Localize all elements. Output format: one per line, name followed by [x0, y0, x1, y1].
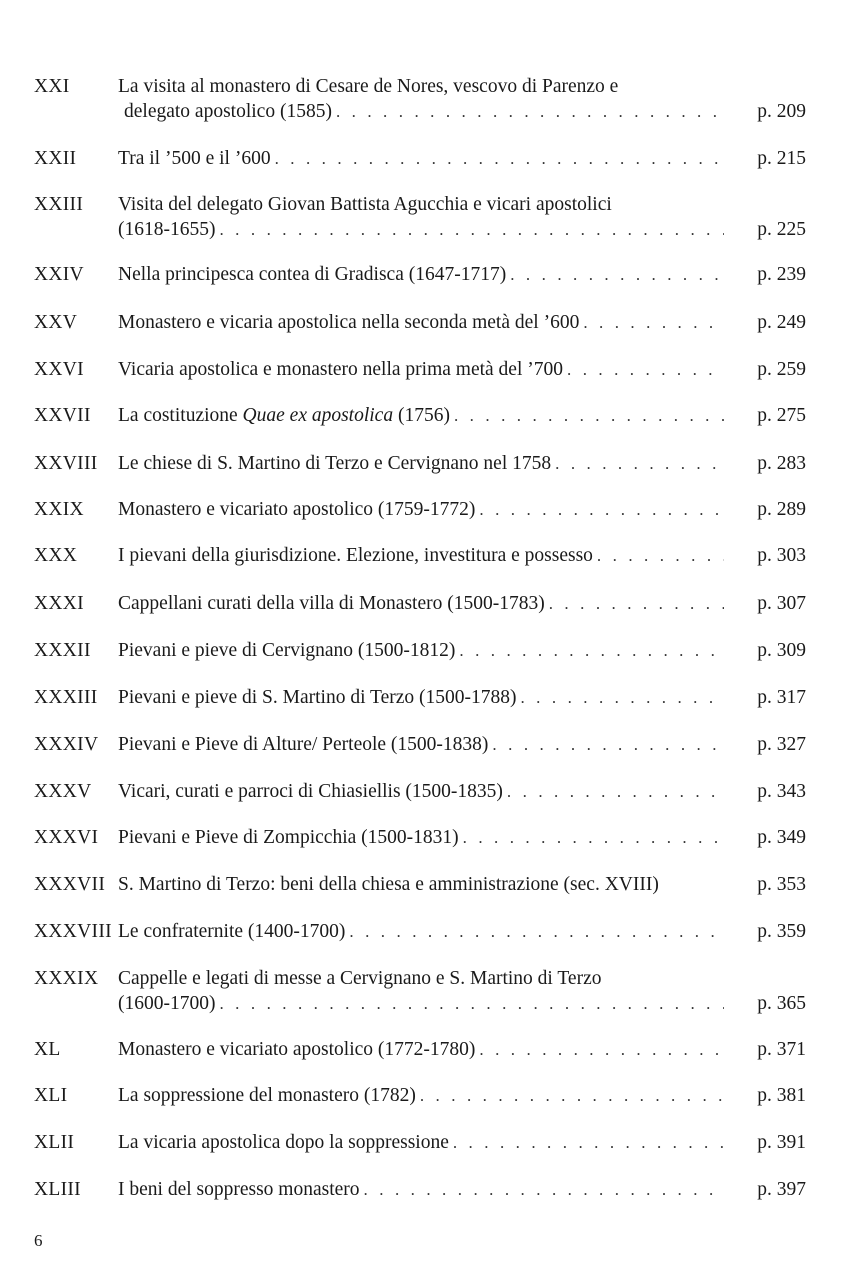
chapter-title [118, 1083, 806, 1108]
page-reference: p. 303 [757, 545, 806, 566]
chapter-number: XXXI [34, 593, 84, 614]
chapter-title [118, 919, 806, 944]
dot-leader [555, 451, 724, 476]
chapter-title [118, 451, 806, 476]
chapter-title-line: Monastero e vicariato apostolico (1759-1772) [118, 499, 476, 520]
chapter-title-line: La vicaria apostolica dopo la soppressione [118, 1132, 449, 1153]
chapter-title [118, 638, 806, 663]
page-reference: p. 275 [757, 405, 806, 426]
chapter-title-line: Pievani e pieve di S. Martino di Terzo (1500-1788) [118, 687, 517, 708]
dot-leader [479, 1037, 724, 1062]
chapter-number: XXIX [34, 499, 84, 520]
dot-leader [567, 357, 724, 382]
chapter-title [118, 779, 806, 804]
page-reference: p. 249 [757, 312, 806, 333]
page-reference: p. 381 [757, 1085, 806, 1106]
dot-leader [507, 779, 724, 804]
chapter-title-line: Cappellani curati della villa di Monastero (1500-1783) [118, 593, 545, 614]
chapter-title [118, 685, 806, 710]
chapter-number: XLIII [34, 1179, 81, 1200]
chapter-title-line: Monastero e vicaria apostolica nella seconda metà del ’600 [118, 312, 580, 333]
chapter-number: XXXV [34, 781, 92, 802]
dot-leader [520, 685, 724, 710]
chapter-title [118, 192, 806, 242]
dot-leader [479, 497, 724, 522]
chapter-number: XXXIV [34, 734, 99, 755]
chapter-title-line: I beni del soppresso monastero [118, 1179, 360, 1200]
chapter-title-line: Vicaria apostolica e monastero nella prima metà del ’700 [118, 359, 563, 380]
chapter-title [118, 872, 806, 897]
chapter-title-line: Pievani e Pieve di Zompicchia (1500-1831) [118, 827, 459, 848]
page-reference: p. 209 [757, 101, 806, 122]
dot-leader [364, 1177, 724, 1202]
chapter-title [118, 403, 806, 428]
title-text: La costituzione [118, 405, 243, 426]
chapter-number: XXVI [34, 359, 84, 380]
dot-leader [459, 638, 724, 663]
chapter-title-line: (1600-1700) [118, 993, 216, 1014]
chapter-number: XLI [34, 1085, 68, 1106]
page-reference: p. 359 [757, 921, 806, 942]
chapter-title-line: Vicari, curati e parroci di Chiasiellis (1500-1835) [118, 781, 503, 802]
chapter-number: XXX [34, 545, 78, 566]
chapter-number: XXXIII [34, 687, 98, 708]
chapter-title [118, 1130, 806, 1155]
chapter-title [118, 1037, 806, 1062]
page-reference: p. 289 [757, 499, 806, 520]
chapter-number: XXXVII [34, 874, 106, 895]
page-reference: p. 225 [757, 219, 806, 240]
chapter-number: XXI [34, 76, 70, 97]
dot-leader [219, 217, 724, 242]
chapter-title-line: S. Martino di Terzo: beni della chiesa e amministrazione (sec. XVIII) [118, 874, 659, 895]
page-reference: p. 307 [757, 593, 806, 614]
dot-leader [492, 732, 724, 757]
chapter-title-line: Visita del delegato Giovan Battista Agucchia e vicari apostolici [118, 194, 612, 215]
chapter-title [118, 310, 806, 335]
page-reference: p. 259 [757, 359, 806, 380]
title-text: (1756) [393, 405, 450, 426]
chapter-number: XXII [34, 148, 77, 169]
chapter-title-line: Nella principesca contea di Gradisca (1647-1717) [118, 264, 507, 285]
chapter-title [118, 543, 806, 568]
dot-leader [463, 825, 724, 850]
dot-leader [597, 543, 724, 568]
dot-leader [453, 1130, 724, 1155]
chapter-number: XXXII [34, 640, 91, 661]
chapter-title-line: La visita al monastero di Cesare de Nores, vescovo di Parenzo e [118, 76, 619, 97]
chapter-title-line: Tra il ’500 e il ’600 [118, 148, 271, 169]
latin-title-italic: Quae ex apostolica [242, 405, 394, 426]
chapter-title-line: I pievani della giurisdizione. Elezione, investitura e possesso [118, 545, 593, 566]
chapter-title-line: (1618-1655) [118, 219, 216, 240]
chapter-title-line: La soppressione del monastero (1782) [118, 1085, 416, 1106]
page-reference: p. 215 [757, 148, 806, 169]
dot-leader [219, 991, 724, 1016]
page-reference: p. 349 [757, 827, 806, 848]
dot-leader [336, 99, 724, 124]
chapter-title [118, 146, 806, 171]
chapter-title-line: delegato apostolico (1585) [124, 101, 332, 122]
chapter-number: XXIII [34, 194, 84, 215]
page-reference: p. 397 [757, 1179, 806, 1200]
chapter-number: XXIV [34, 264, 84, 285]
chapter-title [118, 357, 806, 382]
chapter-title-line: Le chiese di S. Martino di Terzo e Cervignano nel 1758 [118, 453, 552, 474]
dot-leader [275, 146, 724, 171]
dot-leader [510, 262, 724, 287]
chapter-title [118, 497, 806, 522]
table-of-contents [34, 0, 806, 1280]
chapter-title-line: Pievani e pieve di Cervignano (1500-1812) [118, 640, 456, 661]
chapter-title [118, 825, 806, 850]
chapter-number: XXXVI [34, 827, 99, 848]
page-reference: p. 353 [757, 874, 806, 895]
chapter-title [118, 966, 806, 1016]
dot-leader [349, 919, 724, 944]
chapter-number: XXXVIII [34, 921, 112, 942]
chapter-title-line: Pievani e Pieve di Alture/ Perteole (1500-1838) [118, 734, 489, 755]
page-reference: p. 317 [757, 687, 806, 708]
page-reference: p. 283 [757, 453, 806, 474]
dot-leader [583, 310, 724, 335]
chapter-title [118, 732, 806, 757]
chapter-number: XLII [34, 1132, 75, 1153]
page-number: 6 [34, 1231, 43, 1250]
chapter-number: XXXIX [34, 968, 99, 989]
page-reference: p. 391 [757, 1132, 806, 1153]
chapter-title-line: Le confraternite (1400-1700) [118, 921, 346, 942]
chapter-title [118, 591, 806, 616]
chapter-title-line [118, 403, 450, 428]
page-reference: p. 239 [757, 264, 806, 285]
chapter-number: XL [34, 1039, 61, 1060]
dot-leader [549, 591, 724, 616]
page-reference: p. 309 [757, 640, 806, 661]
dot-leader [454, 403, 724, 428]
page-reference: p. 365 [757, 993, 806, 1014]
chapter-title [118, 1177, 806, 1202]
chapter-number: XXVII [34, 405, 91, 426]
chapter-title [118, 262, 806, 287]
chapter-number: XXV [34, 312, 78, 333]
page-reference: p. 371 [757, 1039, 806, 1060]
chapter-title [118, 74, 806, 124]
page-reference: p. 343 [757, 781, 806, 802]
chapter-title-line: Cappelle e legati di messe a Cervignano e S. Martino di Terzo [118, 968, 602, 989]
page-reference: p. 327 [757, 734, 806, 755]
chapter-title-line: Monastero e vicariato apostolico (1772-1780) [118, 1039, 476, 1060]
dot-leader [420, 1083, 724, 1108]
chapter-number: XXVIII [34, 453, 98, 474]
